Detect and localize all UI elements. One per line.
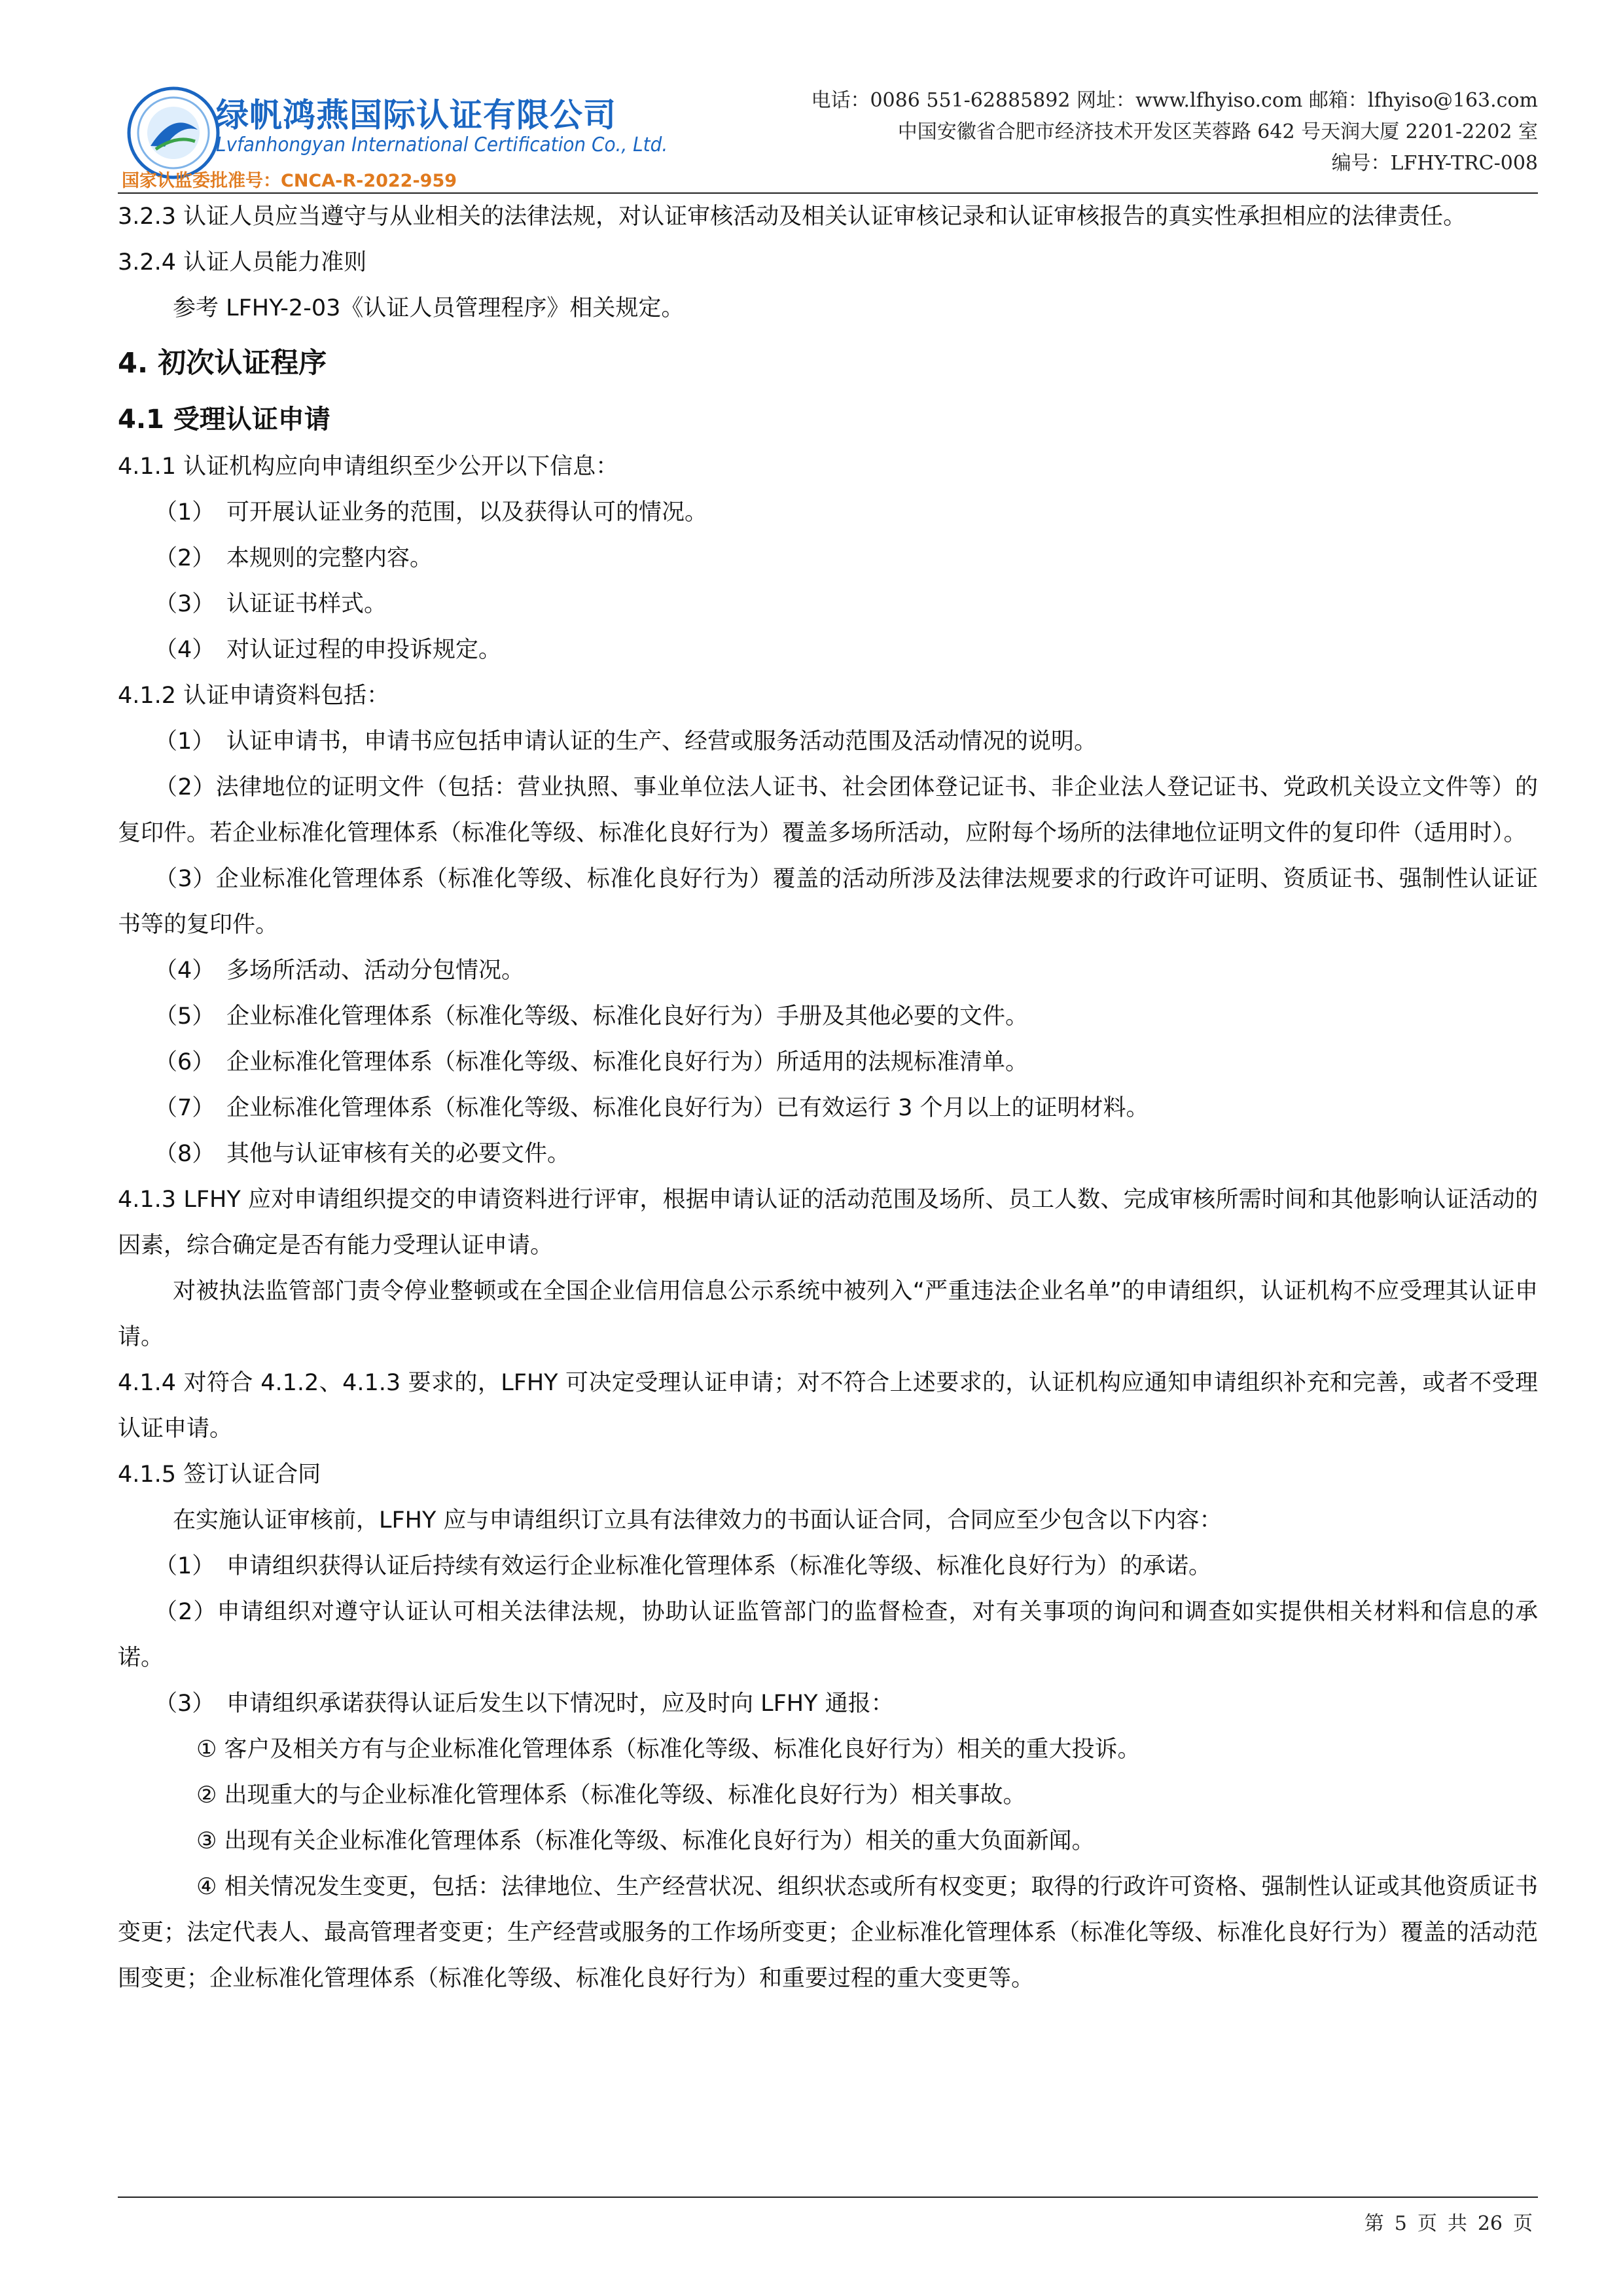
- paragraph-4-1-3: 4.1.3 LFHY 应对申请组织提交的申请资料进行评审，根据申请认证的活动范围及场所、员工人数、完成审核所需时间和其他影响认证活动的因素，综合确定是否有能力受理认证申请。: [118, 1187, 1538, 1259]
- paragraph-3-2-4: 3.2.4 认证人员能力准则: [118, 249, 367, 276]
- list-item: [118, 535, 1538, 581]
- footer-ye: 页: [1417, 2212, 1437, 2235]
- page-number: 5: [1394, 2212, 1407, 2235]
- sub-list-item: ② 出现重大的与企业标准化管理体系（标准化等级、标准化良好行为）相关事故。: [196, 1782, 1026, 1808]
- list-item: [118, 1039, 1538, 1085]
- company-name-en: Lvfanhongyan International Certification Co., Ltd.: [216, 134, 668, 156]
- list-item-text: 认证申请书，申请书应包括申请认证的生产、经营或服务活动范围及活动情况的说明。: [226, 728, 1097, 755]
- list-item-text: 对认证过程的申投诉规定。: [226, 637, 502, 663]
- list-item-number: （3）: [154, 1691, 215, 1717]
- list-item-text: 企业标准化管理体系（标准化等级、标准化良好行为）手册及其他必要的文件。: [226, 1003, 1029, 1030]
- footer-di: 第: [1364, 2212, 1384, 2235]
- list-item-number: （1）: [154, 728, 215, 755]
- list-item-text: 企业标准化管理体系（标准化等级、标准化良好行为）所适用的法规标准清单。: [226, 1049, 1029, 1075]
- header-contact-block: [811, 85, 1538, 179]
- document-body: [118, 194, 1538, 2001]
- list-4-1-1: [118, 490, 1538, 673]
- list-item-number: （5）: [154, 1003, 215, 1030]
- list-item-text: 法律地位的证明文件（包括：营业执照、事业单位法人证书、社会团体登记证书、非企业法人登记证书、党政机关设立文件等）的复印件。若企业标准化管理体系（标准化等级、标准化良好行为）覆盖多场所活动，应附每个场所的法律地位证明文件的复印件（适用时）。: [118, 774, 1538, 846]
- heading-section-4-1: 4.1 受理认证申请: [118, 404, 330, 435]
- list-item: [118, 1681, 1538, 1727]
- footer-ye: 页: [1513, 2212, 1533, 2235]
- list-item-text: 认证证书样式。: [226, 591, 387, 617]
- list-item-number: （1）: [154, 1553, 215, 1579]
- list-item-text: 多场所活动、活动分包情况。: [226, 958, 525, 984]
- contact-line: 电话：0086 551-62885892 网址：www.lfhyiso.com 邮箱：lfhyiso@163.com: [811, 89, 1538, 112]
- company-name-cn: 绿帆鸿燕国际认证有限公司: [216, 96, 616, 134]
- approval-number: 国家认监委批准号：CNCA-R-2022-959: [122, 171, 457, 191]
- list-item: [118, 856, 1538, 948]
- heading-section-4: 4. 初次认证程序: [118, 347, 327, 380]
- page-header: [118, 71, 1538, 190]
- list-item-text: 可开展认证业务的范围，以及获得认可的情况。: [226, 499, 708, 526]
- list-item: [118, 1085, 1538, 1131]
- list-item-text: 申请组织承诺获得认证后发生以下情况时，应及时向 LFHY 通报：: [226, 1691, 894, 1717]
- list-item-number: （3）: [154, 591, 215, 617]
- list-item-number: （4）: [154, 637, 215, 663]
- list-item: [118, 1589, 1538, 1681]
- list-item: [118, 581, 1538, 627]
- list-item: [118, 1131, 1538, 1177]
- list-item-text: 申请组织对遵守认证认可相关法律法规，协助认证监管部门的监督检查，对有关事项的询问和调查如实提供相关材料和信息的承诺。: [118, 1599, 1538, 1671]
- list-item-number: （1）: [154, 499, 215, 526]
- list-item-text: 其他与认证审核有关的必要文件。: [226, 1141, 571, 1167]
- list-item: [118, 627, 1538, 673]
- sub-list-item: ④ 相关情况发生变更，包括：法律地位、生产经营状况、组织状态或所有权变更；取得的行政许可资格、强制性认证或其他资质证书变更；法定代表人、最高管理者变更；生产经营或服务的工作场所变更；企业标准化管理体系（标准化等级、标准化良好行为）覆盖的活动范围变更；企业标准化管理体系（标准化等级、标准化良好行为）和重要过程的重大变更等。: [118, 1874, 1539, 1992]
- list-item-text: 企业标准化管理体系（标准化等级、标准化良好行为）已有效运行 3 个月以上的证明材料。: [226, 1095, 1149, 1121]
- document-number: 编号：LFHY-TRC-008: [1331, 152, 1538, 175]
- list-item-text: 申请组织获得认证后持续有效运行企业标准化管理体系（标准化等级、标准化良好行为）的承诺。: [226, 1553, 1212, 1579]
- list-item-number: （2）: [154, 545, 215, 571]
- sub-list-item: ③ 出现有关企业标准化管理体系（标准化等级、标准化良好行为）相关的重大负面新闻。: [196, 1828, 1095, 1854]
- list-item-number: （2）: [154, 774, 216, 800]
- paragraph-4-1-2: 4.1.2 认证申请资料包括：: [118, 683, 390, 709]
- list-4-1-5-3-subitems: [118, 1727, 1538, 2001]
- paragraph-4-1-3-continued: 对被执法监管部门责令停业整顿或在全国企业信用信息公示系统中被列入“严重违法企业名单”的申请组织，认证机构不应受理其认证申请。: [118, 1278, 1538, 1350]
- list-item-number: （2）: [154, 1599, 217, 1625]
- company-logo: [118, 75, 733, 190]
- paragraph-4-1-1: 4.1.1 认证机构应向申请组织至少公开以下信息：: [118, 454, 619, 480]
- list-item-number: （6）: [154, 1049, 215, 1075]
- paragraph-3-2-4-reference: 参考 LFHY-2-03《认证人员管理程序》相关规定。: [173, 295, 685, 321]
- list-item: [118, 490, 1538, 535]
- list-item: [118, 719, 1538, 764]
- list-item-number: （7）: [154, 1095, 215, 1121]
- footer-gong: 共: [1447, 2212, 1467, 2235]
- address-line: 中国安徽省合肥市经济技术开发区芙蓉路 642 号天润大厦 2201-2202 室: [897, 120, 1538, 143]
- paragraph-4-1-4: 4.1.4 对符合 4.1.2、4.1.3 要求的，LFHY 可决定受理认证申请；对不符合上述要求的，认证机构应通知申请组织补充和完善，或者不受理认证申请。: [118, 1370, 1538, 1442]
- list-item-text: 本规则的完整内容。: [226, 545, 433, 571]
- paragraph-4-1-5-intro: 在实施认证审核前，LFHY 应与申请组织订立具有法律效力的书面认证合同，合同应至少包含以下内容：: [173, 1507, 1222, 1534]
- list-item-number: （8）: [154, 1141, 215, 1167]
- list-item: [118, 1543, 1538, 1589]
- list-item-number: （3）: [154, 866, 216, 892]
- list-4-1-5: [118, 1543, 1538, 1727]
- list-item: [118, 994, 1538, 1039]
- list-item-text: 企业标准化管理体系（标准化等级、标准化良好行为）覆盖的活动所涉及法律法规要求的行政许可证明、资质证书、强制性认证证书等的复印件。: [118, 866, 1538, 938]
- paragraph-4-1-5: 4.1.5 签订认证合同: [118, 1462, 321, 1488]
- total-pages: 26: [1477, 2212, 1503, 2235]
- page-footer: [1359, 2207, 1538, 2236]
- paragraph-3-2-3: 3.2.3 认证人员应当遵守与从业相关的法律法规，对认证审核活动及相关认证审核记录和认证审核报告的真实性承担相应的法律责任。: [118, 204, 1467, 230]
- list-item: [118, 948, 1538, 994]
- sub-list-item: ① 客户及相关方有与企业标准化管理体系（标准化等级、标准化良好行为）相关的重大投诉。: [196, 1736, 1141, 1763]
- list-item-number: （4）: [154, 958, 215, 984]
- list-4-1-2: [118, 719, 1538, 1177]
- list-item: [118, 764, 1538, 856]
- footer-divider: [118, 2197, 1538, 2198]
